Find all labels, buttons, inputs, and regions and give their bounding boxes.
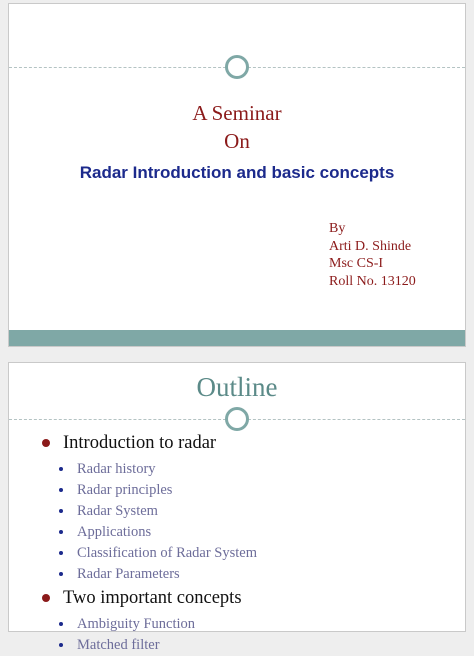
title-slide	[8, 3, 466, 347]
author-roll: Roll No. 13120	[329, 273, 416, 289]
bullet-dot-icon	[59, 488, 63, 492]
slide-footer-band	[9, 330, 465, 346]
author-class: Msc CS-I	[329, 256, 384, 271]
bullet-dot-icon	[42, 594, 50, 602]
outline-item-label: Introduction to radar	[63, 433, 217, 453]
outline-subitem-label: Classification of Radar System	[77, 545, 258, 561]
bullet-dot-icon	[59, 467, 63, 471]
author-block	[329, 220, 416, 290]
outline-slide	[8, 362, 466, 653]
seminar-title: A Seminar	[192, 101, 282, 125]
bullet-dot-icon	[59, 551, 63, 555]
outline-item	[39, 430, 257, 459]
ring-ornament-icon	[225, 55, 249, 79]
bullet-dot-icon	[59, 530, 63, 534]
outline-title: Outline	[196, 372, 278, 402]
bullet-dot-icon	[42, 439, 50, 447]
outline-subitem	[39, 501, 257, 522]
bullet-dot-icon	[59, 509, 63, 513]
bullet-dot-icon	[59, 572, 63, 576]
outline-subitem	[39, 522, 257, 543]
outline-subitem	[39, 459, 257, 480]
bullet-dot-icon	[59, 622, 63, 626]
outline-subitem-label: Radar principles	[77, 482, 173, 498]
seminar-title-on: On	[224, 129, 250, 153]
author-name: Arti D. Shinde	[329, 238, 412, 254]
outline-subitem	[39, 564, 257, 585]
author-by: By	[329, 221, 346, 236]
outline-list	[39, 430, 257, 656]
outline-subitem-label: Radar history	[77, 461, 156, 477]
seminar-subtitle: Radar Introduction and basic concepts	[79, 163, 395, 182]
outline-subitem-label: Radar Parameters	[77, 566, 180, 582]
outline-subitem	[39, 614, 257, 635]
outline-subitem	[39, 635, 257, 656]
bullet-dot-icon	[59, 643, 63, 647]
outline-subitem-label: Matched filter	[77, 637, 160, 653]
outline-subitem-label: Ambiguity Function	[77, 616, 196, 632]
outline-item	[39, 585, 257, 614]
ring-ornament-icon	[225, 407, 249, 431]
outline-subitem-label: Applications	[77, 524, 152, 540]
outline-item-label: Two important concepts	[63, 588, 242, 608]
outline-subitem-label: Radar System	[77, 503, 158, 519]
outline-subitem	[39, 480, 257, 501]
outline-subitem	[39, 543, 257, 564]
